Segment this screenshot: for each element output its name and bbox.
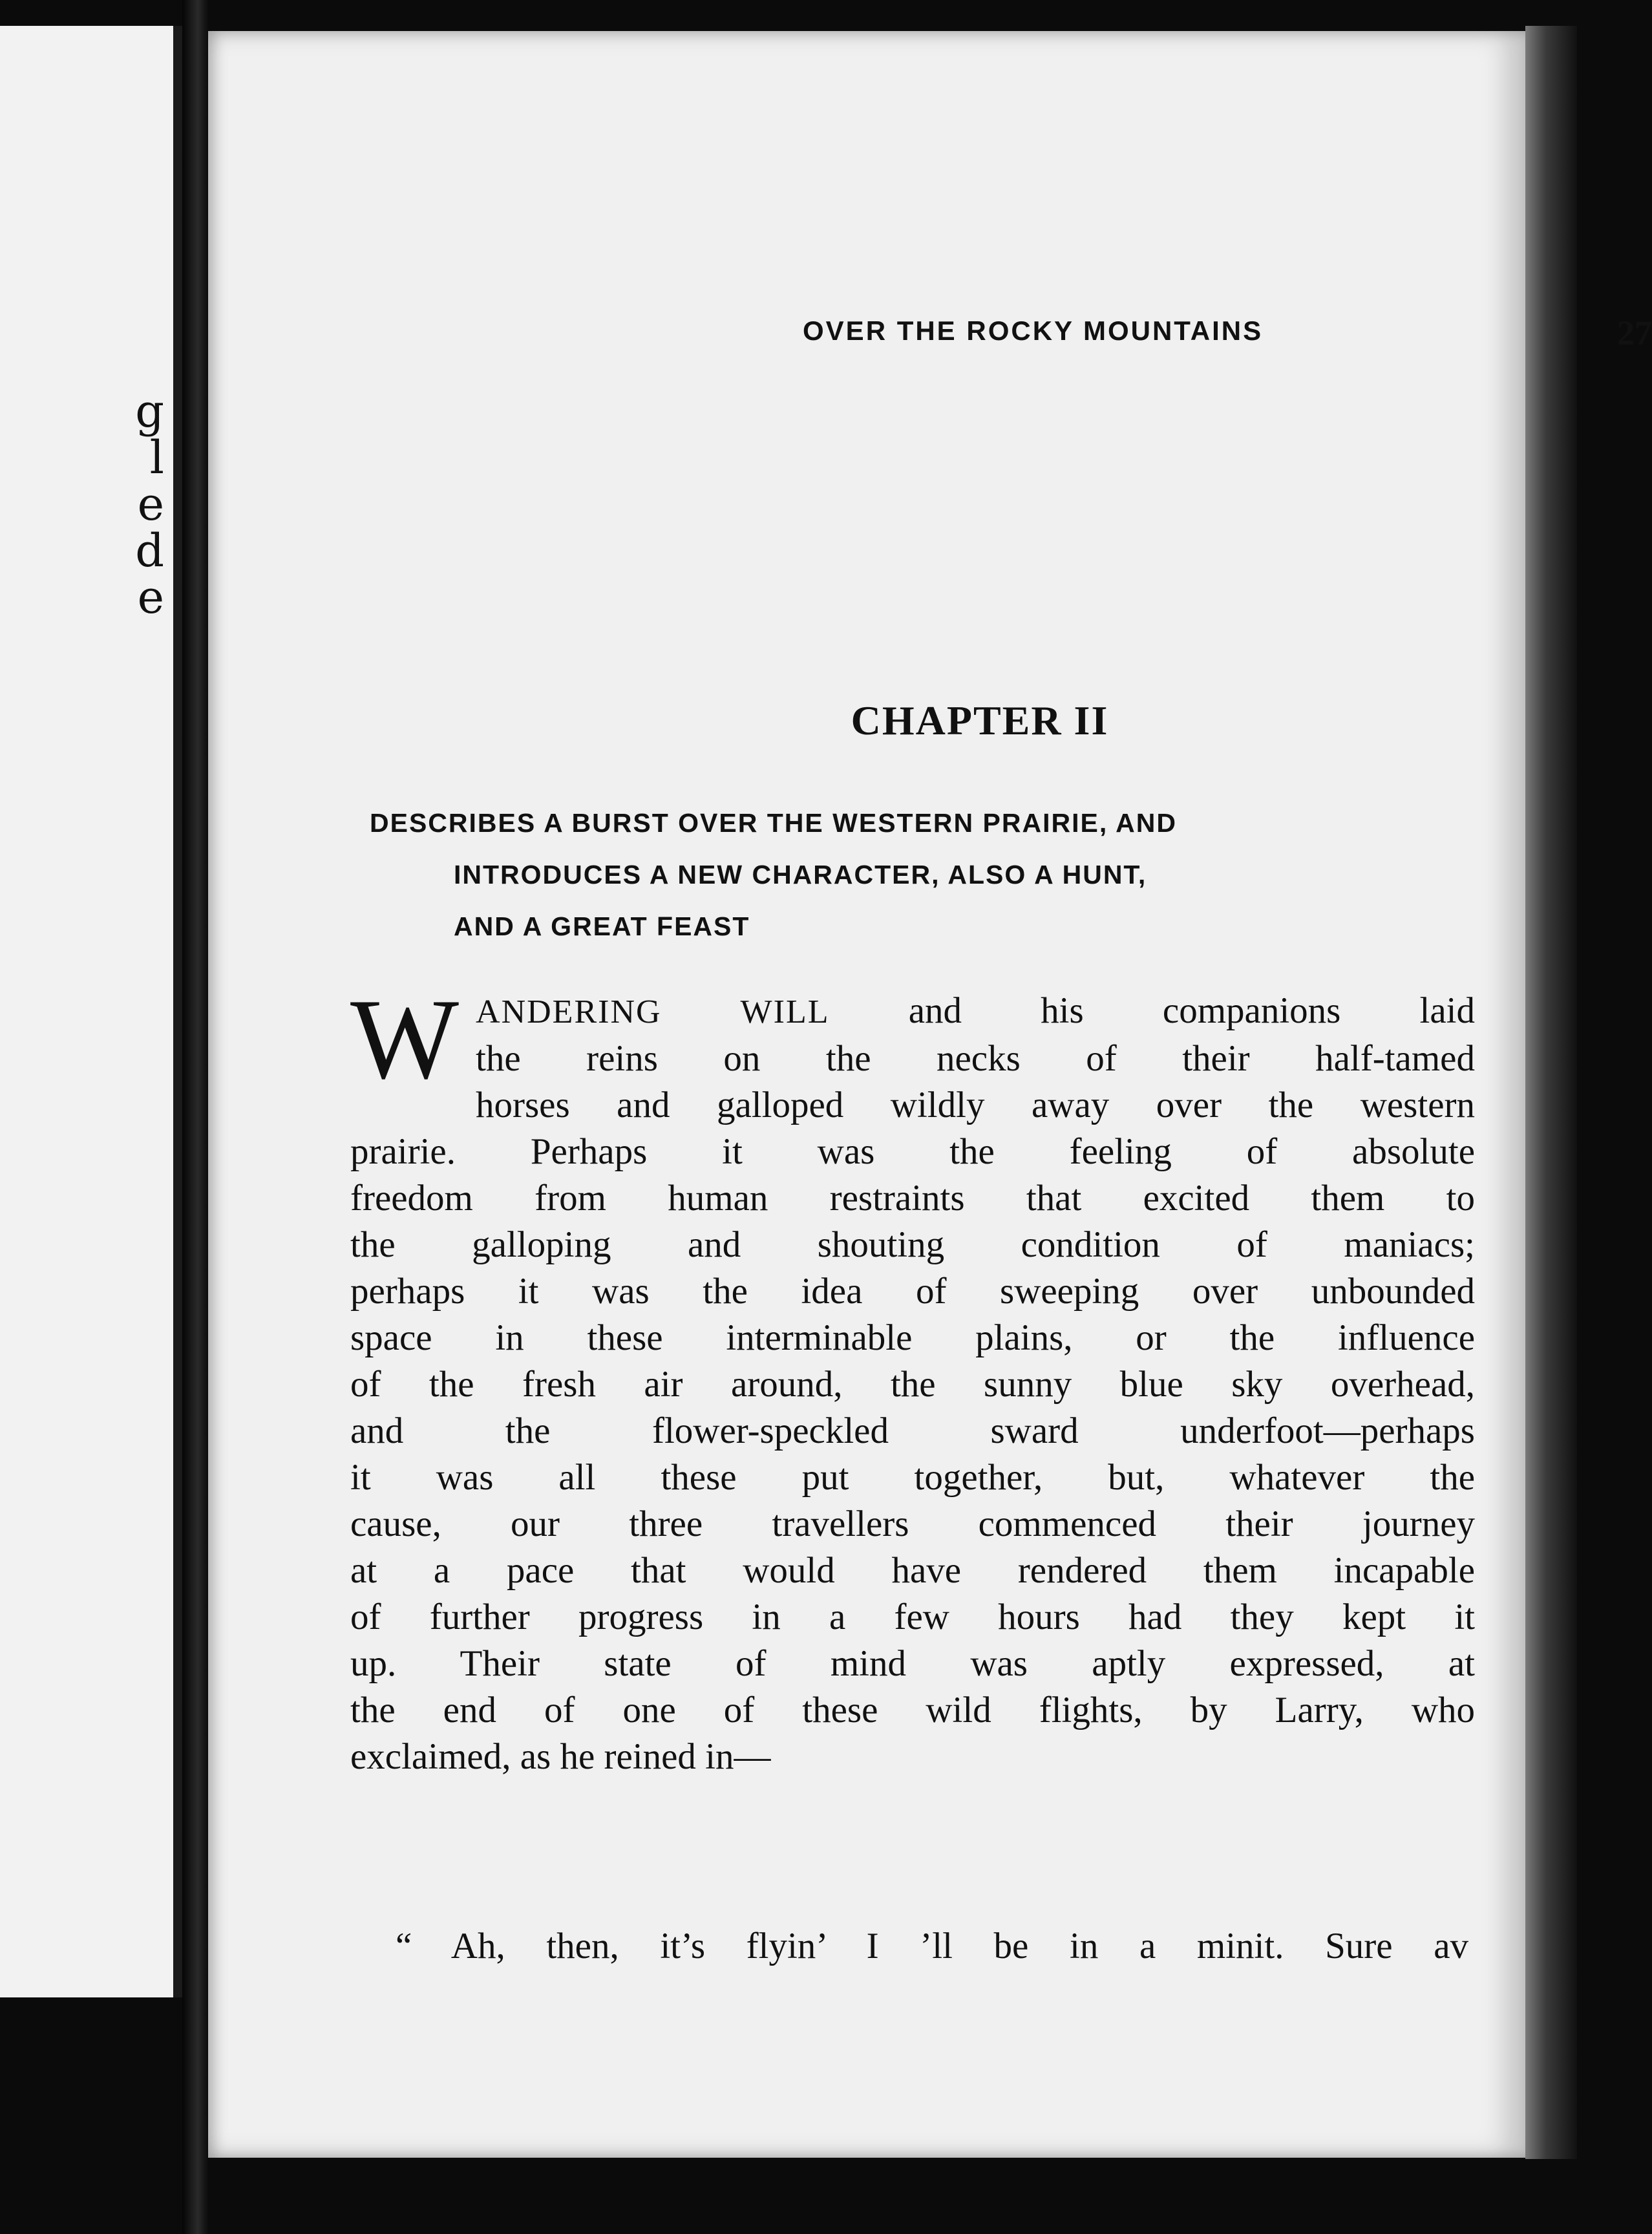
bleed-letter: l	[149, 431, 164, 484]
body-line	[350, 988, 1475, 1036]
body-line: prairie. Perhaps it was the feeling of absolute	[350, 1131, 1475, 1172]
book-gutter	[182, 0, 208, 2234]
previous-page-edge	[0, 26, 182, 1997]
body-line: perhaps it was the idea of sweeping over unbounded	[350, 1271, 1475, 1312]
bleed-letter: g	[135, 385, 164, 438]
body-line: the reins on the necks of their half-tamed	[476, 1038, 1475, 1079]
page-edge-shadow	[1525, 26, 1577, 2159]
body-line: of further progress in a few hours had they kept it	[350, 1597, 1475, 1637]
body-line: it was all these put together, but, whatever the	[350, 1457, 1475, 1498]
body-line: the end of one of these wild flights, by Larry, who	[350, 1690, 1475, 1730]
synopsis-line: INTRODUCES A NEW CHARACTER, ALSO A HUNT,	[454, 860, 1147, 889]
chapter-heading	[208, 697, 1525, 745]
opening-lines	[350, 975, 1476, 1103]
chapter-synopsis	[370, 797, 1481, 952]
bleed-letter: e	[137, 571, 164, 624]
previous-page-bleed-text	[135, 385, 164, 624]
opening-smallcaps: ANDERING WILL	[476, 994, 830, 1030]
body-line: horses and galloped wildly away over the western	[476, 1085, 1475, 1125]
bleed-letter: d	[135, 524, 164, 577]
body-line: space in these interminable plains, or the influence	[350, 1317, 1475, 1358]
synopsis-line: AND A GREAT FEAST	[454, 911, 750, 941]
bleed-letter: e	[137, 478, 164, 531]
body-line: and the flower-speckled sward underfoot—perhaps	[350, 1410, 1475, 1451]
body-paragraph	[350, 975, 1476, 1780]
body-line: of the fresh air around, the sunny blue sky overhead,	[350, 1364, 1475, 1405]
body-line: cause, our three travellers commenced their journey	[350, 1504, 1475, 1544]
body-line: freedom from human restraints that excited them to	[350, 1178, 1475, 1218]
synopsis-line: DESCRIBES A BURST OVER THE WESTERN PRAIRIE, AND	[370, 808, 1177, 838]
body-line: the galloping and shouting condition of maniacs;	[350, 1224, 1475, 1265]
opening-rest: and his companions laid	[908, 990, 1476, 1031]
drop-cap: W	[350, 975, 460, 1103]
next-paragraph: “ Ah, then, it’s flyin’ I ’ll be in a minit. Sure av	[396, 1926, 1468, 1966]
body-line: up. Their state of mind was aptly expressed, at	[350, 1643, 1475, 1684]
body-line: at a pace that would have rendered them incapable	[350, 1550, 1475, 1591]
chapter-title: CHAPTER II	[851, 697, 1109, 743]
book-page	[208, 31, 1652, 2158]
running-head-title: OVER THE ROCKY MOUNTAINS	[803, 315, 1264, 346]
body-line: exclaimed, as he reined in—	[350, 1736, 771, 1777]
page-number: 27	[1617, 314, 1652, 352]
